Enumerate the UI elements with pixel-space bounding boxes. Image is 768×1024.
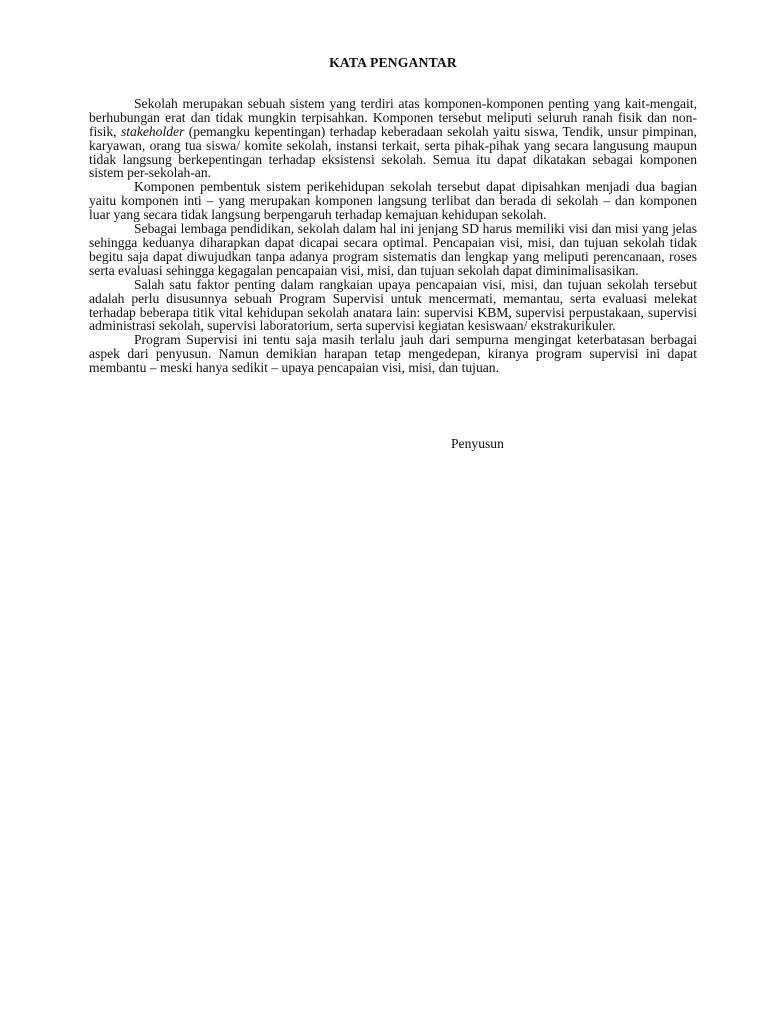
- paragraph-1: [89, 97, 697, 180]
- paragraph-2: Komponen pembentuk sistem perikehidupan sekolah tersebut dapat dipisahkan menjadi dua bagian yaitu komponen inti – yang merupakan komponen langsung terlibat dan berada di sekolah – dan komponen luar yang secara tidak langsung berpengaruh terhadap kemajuan kehidupan sekolah.: [89, 179, 697, 223]
- paragraph-3: Sebagai lembaga pendidikan, sekolah dalam hal ini jenjang SD harus memiliki visi dan misi yang jelas sehingga keduanya diharapkan dapat dicapai secara optimal. Pencapaian visi, misi, dan tujuan sekolah tidak begitu saja dapat diwujudkan tanpa adanya program sistematis dan lengkap yang meliputi perencanaan, roses serta evaluasi sehingga kegagalan pencapaian visi, misi, dan tujuan sekolah dapat diminimalisasikan.: [89, 221, 697, 278]
- paragraph-1-italic-term: stakeholder: [120, 123, 185, 139]
- paragraph-5: Program Supervisi ini tentu saja masih terlalu jauh dari sempurna mengingat keterbatasan berbagai aspek dari penyusun. Namun demikian harapan tetap mengedepan, kiranya program supervisi ini dapat membantu – meski hanya sedikit – upaya pencapaian visi, misi, dan tujuan.: [89, 332, 697, 376]
- signature-label: Penyusun: [451, 436, 504, 451]
- paragraph-1-text-a: Sekolah merupakan sebuah sistem yang terdiri atas komponen-komponen penting yang kait-mengait, berhubungan erat dan tidak mungkin terpisahkan. Komponen tersebut meliputi seluruh ranah fisik dan non-fisik,: [89, 95, 697, 139]
- paragraph-4: Salah satu faktor penting dalam rangkaian upaya pencapaian visi, misi, dan tujuan sekolah tersebut adalah perlu disusunnya sebuah Program Supervisi untuk mencermati, memantau, serta evaluasi melekat terhadap beberapa titik vital kehidupan sekolah anatara lain: supervisi KBM, supervisi perpustakaan, supervisi administrasi sekolah, supervisi laboratorium, serta supervisi kegiatan kesiswaan/ ekstrakurikuler.: [89, 276, 697, 334]
- document-page: [89, 56, 697, 375]
- paragraph-1-text-b: (pemangku kepentingan) terhadap keberadaan sekolah yaitu siswa, Tendik, unsur pimpinan, karyawan, orang tua siswa/ komite sekolah, instansi terkait, serta pihak-pihak yang secara langusung maupun tidak langsung berkepentingan terhadap eksistensi sekolah. Semua itu dapat dikatakan sebagai komponen sistem per-sekolah-an.: [89, 123, 697, 181]
- document-title: KATA PENGANTAR: [329, 55, 457, 70]
